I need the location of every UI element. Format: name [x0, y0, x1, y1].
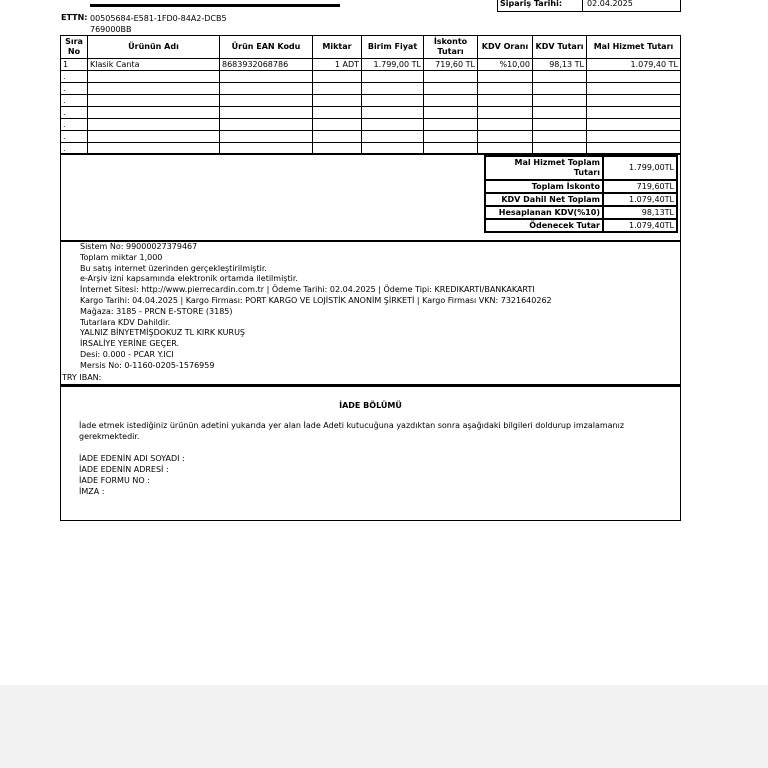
totals-value: 1.079,40TL: [603, 193, 677, 206]
order-date-value: 02.04.2025: [587, 0, 633, 8]
table-cell: %10,00: [478, 59, 533, 71]
note-line: Desi: 0.000 - PCAR Y.ICI: [80, 349, 174, 359]
table-cell: [587, 107, 681, 119]
table-cell: [424, 107, 478, 119]
note-line: Kargo Tarihi: 04.04.2025 | Kargo Firması: PORT KARGO VE LOJİSTİK ANONİM ŞİRKETİ | Kargo Firması VKN: 7321640262: [80, 295, 552, 305]
col-header-kdv-tutari: KDV Tutarı: [533, 36, 587, 59]
table-cell: .: [61, 131, 88, 143]
note-line: Mağaza: 3185 - PRCN E-STORE (3185): [80, 306, 233, 316]
table-cell: [424, 131, 478, 143]
table-cell: [478, 131, 533, 143]
table-cell: [220, 107, 313, 119]
table-cell: 1.799,00 TL: [362, 59, 424, 71]
table-cell: [587, 83, 681, 95]
note-line: Mersis No: 0-1160-0205-1576959: [80, 360, 215, 370]
table-cell: [533, 131, 587, 143]
table-cell: 1 ADT: [313, 59, 362, 71]
table-cell: [478, 83, 533, 95]
table-cell: [533, 119, 587, 131]
table-cell: [424, 71, 478, 83]
col-header-birim-fiyat: Birim Fiyat: [362, 36, 424, 59]
col-header-mal-hizmet: Mal Hizmet Tutarı: [587, 36, 681, 59]
table-cell: .: [61, 119, 88, 131]
table-cell: [88, 71, 220, 83]
totals-table: [484, 155, 678, 233]
totals-value: 719,60TL: [603, 180, 677, 193]
items-table: [60, 35, 681, 155]
table-cell: [362, 131, 424, 143]
return-instructions: İade etmek istediğiniz ürünün adetini yukarıda yer alan İade Adeti kutucuğuna yazdıktan sonra aşağıdaki bilgileri doldurup imzalamanız gerekmektedir.: [79, 421, 625, 441]
note-line: İRSALİYE YERİNE GEÇER.: [80, 339, 180, 349]
table-cell: [220, 83, 313, 95]
totals-value: 98,13TL: [603, 206, 677, 219]
table-row: [61, 59, 681, 71]
note-line: Bu satış internet üzerinden gerçekleştirilmiştir.: [80, 263, 267, 273]
table-cell: [533, 83, 587, 95]
header-rule: [90, 4, 340, 7]
note-line: Sistem No: 99000027379467: [80, 242, 198, 251]
table-cell: [362, 107, 424, 119]
totals-row: [485, 156, 677, 180]
table-cell: [313, 83, 362, 95]
table-cell: [533, 107, 587, 119]
table-cell: [362, 83, 424, 95]
table-cell: [313, 131, 362, 143]
table-cell: [424, 119, 478, 131]
order-date-box: [497, 0, 681, 12]
order-date-divider: [582, 0, 583, 11]
col-header-iskonto: İskonto Tutarı: [424, 36, 478, 59]
table-cell: [88, 83, 220, 95]
table-cell: [88, 95, 220, 107]
table-cell: .: [61, 107, 88, 119]
totals-row: [485, 206, 677, 219]
ettn-label: ETTN:: [61, 13, 88, 22]
table-row: [61, 71, 681, 83]
table-row: [61, 95, 681, 107]
table-row: [61, 131, 681, 143]
table-cell: [424, 83, 478, 95]
note-line: Toplam miktar 1,000: [80, 252, 163, 262]
note-line: e-Arşiv izni kapsamında elektronik ortamda iletilmiştir.: [80, 274, 298, 284]
table-cell: [220, 131, 313, 143]
note-line: YALNIZ BİNYETMİŞDOKUZ TL KIRK KURUŞ: [80, 328, 246, 338]
note-line: İnternet Sitesi: http://www.pierrecardin.com.tr | Ödeme Tarihi: 02.04.2025 | Ödeme Tipi: KREDIKARTI/BANKAKARTI: [80, 285, 535, 295]
table-cell: [424, 95, 478, 107]
totals-label: Toplam İskonto: [485, 180, 603, 193]
viewer-background: [0, 685, 768, 768]
totals-value: 1.079,40TL: [603, 219, 677, 232]
totals-label: KDV Dahil Net Toplam: [485, 193, 603, 206]
table-cell: [587, 131, 681, 143]
table-cell: [587, 119, 681, 131]
totals-row: [485, 193, 677, 206]
col-header-ean: Ürün EAN Kodu: [220, 36, 313, 59]
table-cell: [478, 95, 533, 107]
iban-label: TRY IBAN:: [62, 373, 102, 382]
table-cell: 1: [61, 59, 88, 71]
table-cell: [220, 119, 313, 131]
order-date-label: Sipariş Tarihi:: [500, 0, 563, 8]
table-cell: [362, 95, 424, 107]
return-title: İADE BÖLÜMÜ: [339, 401, 402, 410]
table-cell: [478, 119, 533, 131]
table-cell: [88, 107, 220, 119]
return-field-signature: İMZA :: [79, 487, 105, 496]
table-cell: [478, 71, 533, 83]
table-cell: Klasik Canta: [88, 59, 220, 71]
table-cell: .: [61, 143, 88, 155]
totals-label: Ödenecek Tutar: [485, 219, 603, 232]
return-fields: [79, 453, 185, 497]
totals-label: Mal Hizmet Toplam Tutarı: [485, 156, 603, 180]
table-cell: 719,60 TL: [424, 59, 478, 71]
notes-list: [80, 242, 552, 372]
table-cell: 8683932068786: [220, 59, 313, 71]
table-row: [61, 107, 681, 119]
totals-label: Hesaplanan KDV(%10): [485, 206, 603, 219]
col-header-urun-adi: Ürünün Adı: [88, 36, 220, 59]
table-cell: [533, 71, 587, 83]
table-cell: [88, 119, 220, 131]
table-cell: [313, 107, 362, 119]
table-cell: [313, 119, 362, 131]
return-field-form-no: İADE FORMU NO :: [79, 476, 150, 485]
table-cell: .: [61, 83, 88, 95]
table-cell: [220, 71, 313, 83]
table-cell: [587, 95, 681, 107]
table-row: [61, 83, 681, 95]
table-cell: [533, 95, 587, 107]
table-cell: [478, 107, 533, 119]
table-cell: 98,13 TL: [533, 59, 587, 71]
note-line: Tutarlara KDV Dahildir.: [80, 317, 171, 327]
table-cell: [362, 119, 424, 131]
col-header-sira: Sıra No: [61, 36, 88, 59]
table-cell: 1.079,40 TL: [587, 59, 681, 71]
totals-row: [485, 180, 677, 193]
table-cell: [88, 131, 220, 143]
col-header-kdv-orani: KDV Oranı: [478, 36, 533, 59]
items-header-row: [61, 36, 681, 59]
table-cell: .: [61, 95, 88, 107]
col-header-miktar: Miktar: [313, 36, 362, 59]
ettn-value: 00505684-E581-1FD0-84A2-DCB5769000BB: [90, 14, 227, 34]
table-cell: [313, 71, 362, 83]
table-cell: .: [61, 71, 88, 83]
totals-value: 1.799,00TL: [603, 156, 677, 180]
return-field-address: İADE EDENİN ADRESİ :: [79, 465, 169, 474]
table-cell: [362, 71, 424, 83]
table-row: [61, 119, 681, 131]
table-cell: [587, 71, 681, 83]
table-cell: [313, 95, 362, 107]
totals-row: [485, 219, 677, 232]
return-field-name: İADE EDENİN ADI SOYADI :: [79, 454, 185, 463]
table-cell: [220, 95, 313, 107]
